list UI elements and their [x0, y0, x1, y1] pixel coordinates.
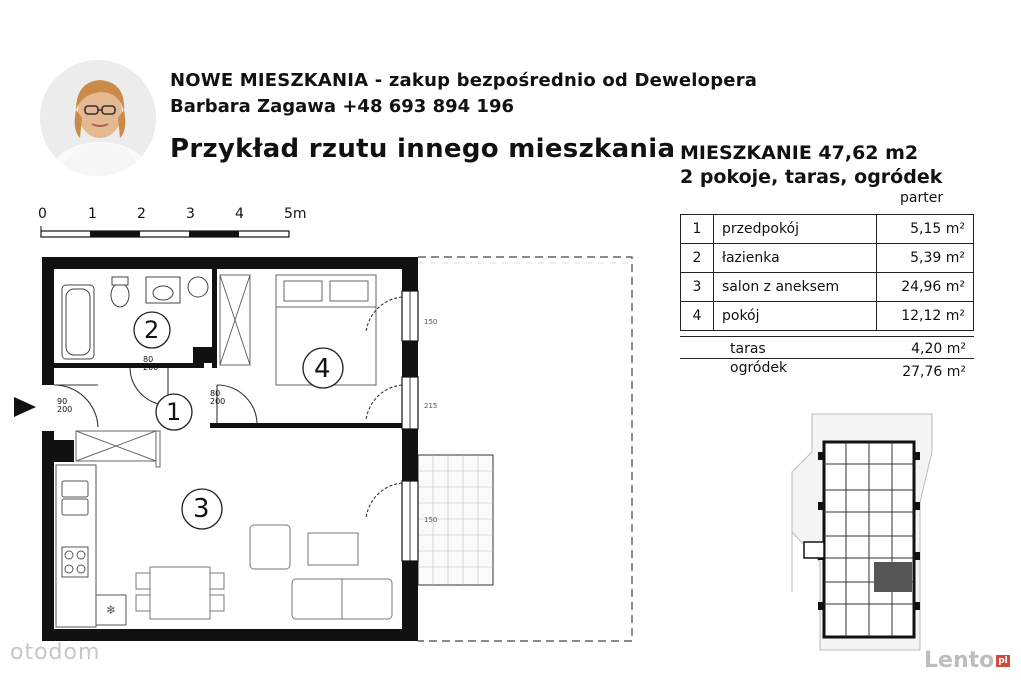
building-key-plan — [790, 412, 990, 657]
scale-bar — [40, 226, 290, 240]
room-label: 4 — [314, 354, 331, 384]
lento-pl-badge: pl — [998, 656, 1008, 666]
hall-wardrobe — [76, 431, 160, 467]
room-name: łazienka — [714, 244, 877, 273]
scale-label: 5m — [284, 206, 307, 222]
room-name: pokój — [714, 302, 877, 331]
table-row — [681, 302, 974, 331]
extra-name: ogródek — [730, 360, 788, 376]
door-dimension: 90 200 — [57, 397, 73, 414]
floor-plan — [40, 255, 660, 645]
agent-contact: Barbara Zagawa +48 693 894 196 — [170, 96, 514, 117]
scale-label: 0 — [38, 206, 47, 222]
extra-area: 27,76 m² — [902, 364, 966, 380]
window-dimension: 150 — [424, 516, 438, 524]
divider — [680, 358, 974, 359]
room-area: 5,39 m² — [877, 244, 974, 273]
scale-label: 3 — [186, 206, 195, 222]
room-area: 12,12 m² — [877, 302, 974, 331]
room-number: 2 — [681, 244, 714, 273]
floor-level: parter — [900, 190, 944, 206]
otodom-watermark: otodom — [10, 640, 101, 665]
door-dimension: 80 200 — [143, 355, 159, 372]
room-label: 2 — [144, 316, 160, 344]
agent-photo — [40, 60, 156, 176]
room-number: 4 — [681, 302, 714, 331]
entrance-arrow-icon — [12, 395, 38, 419]
living-furniture — [136, 525, 392, 619]
lento-watermark: Lento pl — [924, 648, 1008, 673]
room-number: 3 — [681, 273, 714, 302]
table-row — [681, 215, 974, 244]
bathroom-fixtures — [62, 277, 208, 359]
window-dimension: 150 — [424, 318, 438, 326]
page-title: Przykład rzutu innego mieszkania — [170, 134, 676, 164]
bedroom-furniture — [220, 275, 376, 385]
rooms-table — [680, 214, 974, 331]
scale-label: 2 — [137, 206, 146, 222]
room-name: przedpokój — [714, 215, 877, 244]
apartment-title: MIESZKANIE 47,62 m2 — [680, 142, 919, 164]
apartment-subtitle: 2 pokoje, taras, ogródek — [680, 166, 943, 188]
room-area: 24,96 m² — [877, 273, 974, 302]
room-label: 1 — [166, 398, 182, 426]
divider — [680, 336, 974, 337]
room-area: 5,15 m² — [877, 215, 974, 244]
table-row — [681, 244, 974, 273]
window-dimension: 215 — [424, 402, 438, 410]
room-name: salon z aneksem — [714, 273, 877, 302]
door-dimension: 80 200 — [210, 389, 226, 406]
table-row — [681, 273, 974, 302]
scale-label: 1 — [88, 206, 97, 222]
scale-label: 4 — [235, 206, 244, 222]
header-tagline: NOWE MIESZKANIA - zakup bezpośrednio od Dewelopera — [170, 70, 758, 91]
extra-area: 4,20 m² — [911, 341, 966, 357]
room-number: 1 — [681, 215, 714, 244]
svg-text:❄: ❄ — [105, 603, 117, 617]
extra-name: taras — [730, 341, 766, 357]
room-label: 3 — [193, 494, 210, 524]
